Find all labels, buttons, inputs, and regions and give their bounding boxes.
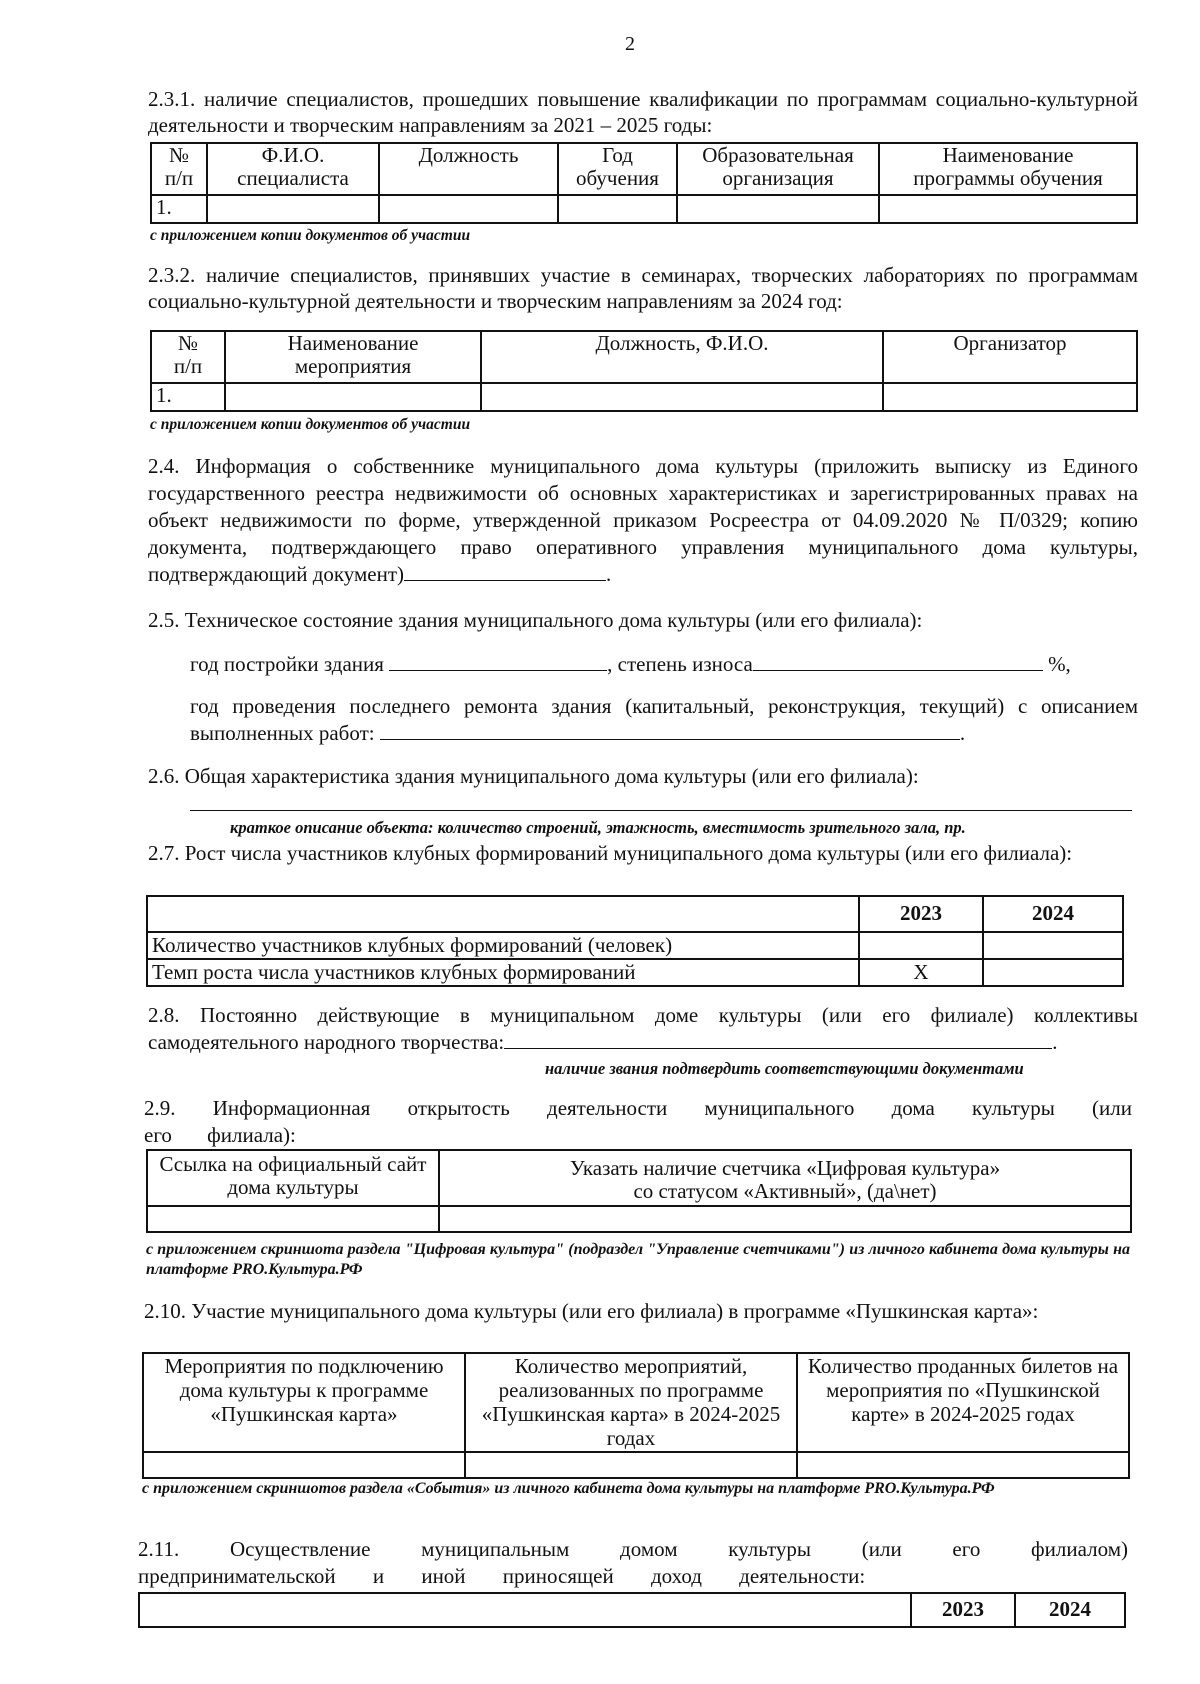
section-2-10-note: с приложением скриншотов раздела «События» из личного кабинета дома культуры на платформе PRO.Культура.РФ bbox=[142, 1480, 995, 1497]
row-number: 1. bbox=[151, 383, 225, 411]
section-2-3-2-note: с приложением копии документов об участии bbox=[150, 416, 471, 433]
income-year-2023: 2023 bbox=[911, 1593, 1015, 1627]
year-2024-header: 2024 bbox=[983, 896, 1123, 932]
section-2-5-text: 2.5. Техническое состояние здания муниципального дома культуры (или его филиала): bbox=[148, 608, 923, 632]
col-tickets-sold: Количество проданных билетов на мероприятия по «Пушкинской карте» в 2024-2025 годах bbox=[797, 1353, 1129, 1452]
row-growth-rate: Темп роста числа участников клубных формирований bbox=[147, 959, 859, 986]
page-number: 2 bbox=[625, 33, 635, 55]
th-organizer: Организатор bbox=[883, 331, 1137, 383]
cell-count-2024 bbox=[983, 932, 1123, 959]
section-2-9-text: 2.9. Информационная открытость деятельности муниципального дома культуры (или его филиала): bbox=[144, 1096, 1132, 1147]
section-2-9-note: с приложением скриншота раздела "Цифровая культура" (подраздел "Управление счетчиками") из личного кабинета дома культуры на платформе PRO.Культура.РФ bbox=[146, 1241, 1130, 1278]
section-2-8-text: 2.8. Постоянно действующие в муниципальном доме культуры (или его филиале) коллективы самодеятельного народного творчества: . bbox=[148, 1003, 1138, 1054]
row-number: 1. bbox=[151, 195, 207, 223]
income-year-2024: 2024 bbox=[1015, 1593, 1125, 1627]
th-event: Наименование мероприятия bbox=[225, 331, 481, 383]
table-pushkin-card bbox=[142, 1352, 1130, 1479]
cell-growth-2023: Х bbox=[859, 959, 983, 986]
col-events-count: Количество мероприятий, реализованных по программе «Пушкинская карта» в 2024-2025 годах bbox=[465, 1353, 797, 1452]
section-2-5-repair-text: год проведения последнего ремонта здания (капитальный, реконструкция, текущий) с описанием выполненных работ: . bbox=[190, 694, 1138, 745]
col-counter: Указать наличие счетчика «Цифровая культура» со статусом «Активный», (да\нет) bbox=[439, 1150, 1131, 1206]
th-number: № п/п bbox=[151, 331, 225, 383]
row-participants-count: Количество участников клубных формирований (человек) bbox=[147, 932, 859, 959]
section-2-6-text: 2.6. Общая характеристика здания муниципального дома культуры (или его филиала): bbox=[148, 764, 919, 788]
section-2-6-blank-line bbox=[190, 810, 1132, 811]
table-training bbox=[150, 142, 1138, 224]
section-2-3-1-note: с приложением копии документов об участии bbox=[150, 227, 471, 244]
section-2-4-text: 2.4. Информация о собственнике муниципального дома культуры (приложить выписку из Единого государственного реестра недвижимости об основных характеристиках и зарегистрированных правах на объект недвижимости по форме, утвержденной приказом Росреестра от 04.09.2020 № П/0329; копию документа, подтверждающего право оперативного управления муниципального дома культуры, подтверждающий документ) . bbox=[148, 454, 1138, 586]
th-year: Год обучения bbox=[558, 143, 677, 195]
section-2-8-note: наличие звания подтвердить соответствующими документами bbox=[545, 1059, 1024, 1078]
cell-growth-2024 bbox=[983, 959, 1123, 986]
table-income bbox=[138, 1592, 1126, 1628]
year-2023-header: 2023 bbox=[859, 896, 983, 932]
col-site-link: Ссылка на официальный сайт дома культуры bbox=[147, 1150, 439, 1206]
cell-count-2023 bbox=[859, 932, 983, 959]
table-seminars bbox=[150, 330, 1138, 412]
table-openness bbox=[146, 1149, 1132, 1233]
th-program: Наименование программы обучения bbox=[879, 143, 1137, 195]
th-organization: Образовательная организация bbox=[677, 143, 879, 195]
section-2-11-text: 2.11. Осуществление муниципальным домом культуры (или его филиалом) предпринимательской и иной приносящей доход деятельности: bbox=[138, 1537, 1128, 1588]
th-position-fio: Должность, Ф.И.О. bbox=[481, 331, 883, 383]
section-2-6-note: краткое описание объекта: количество строений, этажность, вместимость зрительного зала, пр. bbox=[230, 818, 966, 837]
th-fio: Ф.И.О. специалиста bbox=[207, 143, 379, 195]
th-number: № п/п bbox=[151, 143, 207, 195]
th-position: Должность bbox=[379, 143, 558, 195]
section-2-5-year-line: год постройки здания , степень износа %, bbox=[190, 652, 1071, 676]
col-connection-events: Мероприятия по подключению дома культуры к программе «Пушкинская карта» bbox=[143, 1353, 465, 1452]
section-2-3-2-text: 2.3.2. наличие специалистов, принявших участие в семинарах, творческих лабораториях по программам социально-культурной деятельности и творческим направлениям за 2024 год: bbox=[148, 263, 1138, 314]
section-2-3-1-text: 2.3.1. наличие специалистов, прошедших повышение квалификации по программам социально-культурной деятельности и творческим направлениям за 2021 – 2025 годы: bbox=[148, 87, 1138, 138]
table-participants bbox=[146, 895, 1124, 987]
section-2-7-text: 2.7. Рост числа участников клубных формирований муниципального дома культуры (или его филиала): bbox=[148, 841, 1073, 865]
section-2-10-text: 2.10. Участие муниципального дома культуры (или его филиала) в программе «Пушкинская карта»: bbox=[144, 1299, 1039, 1323]
